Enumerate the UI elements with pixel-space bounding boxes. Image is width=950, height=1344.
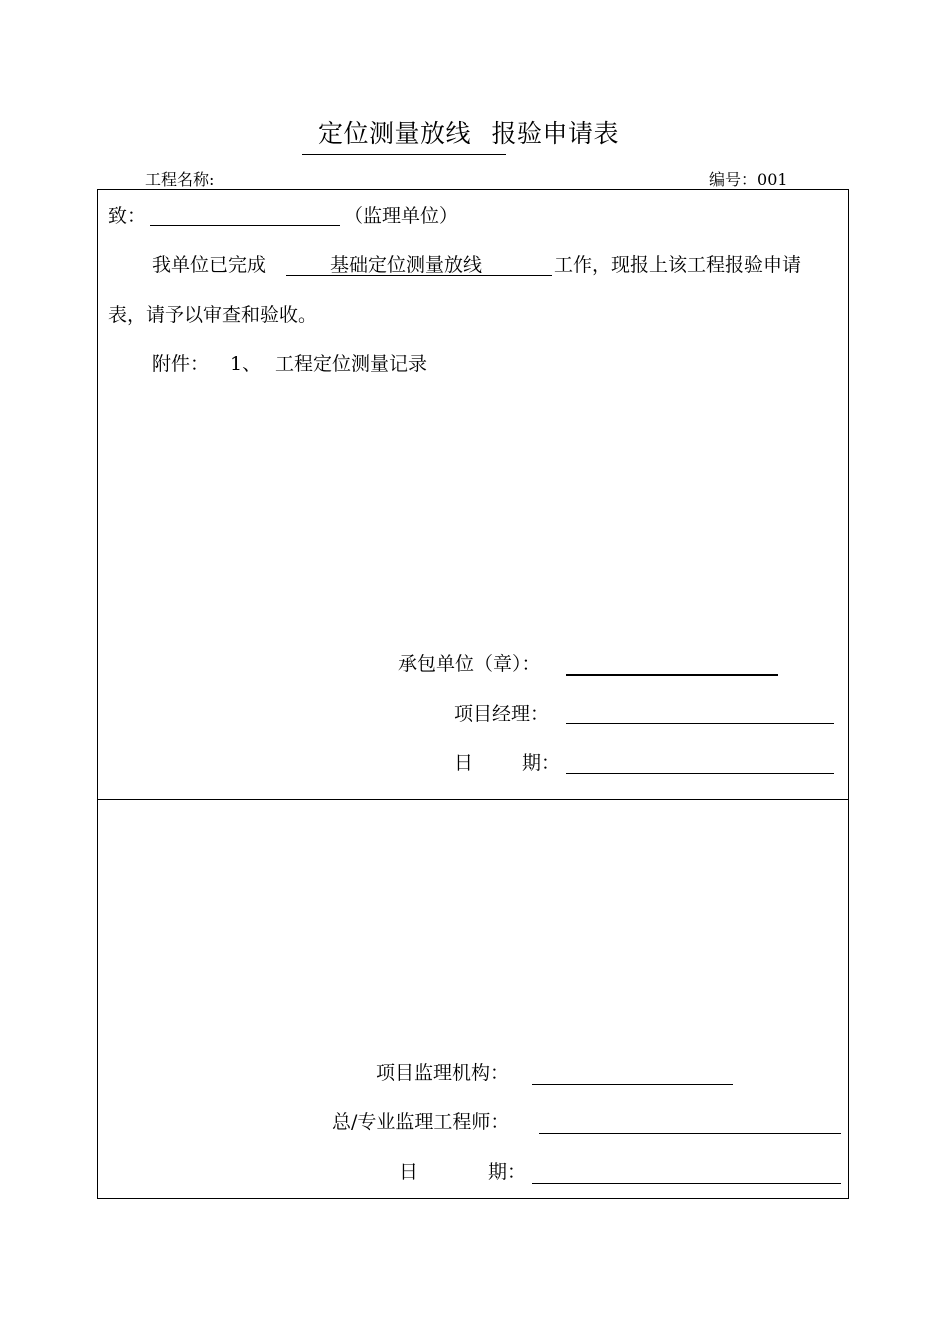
date-field-2[interactable] (532, 1183, 841, 1184)
project-name-label: 工程名称: (145, 170, 215, 189)
form-frame (97, 189, 849, 1199)
completed-suffix: 工作，现报上该工程报验申请 (554, 254, 802, 276)
page-title (318, 114, 619, 150)
to-label: 致： (108, 205, 147, 227)
date-label-1-char1: 日 (454, 752, 474, 774)
section-divider (97, 799, 849, 800)
engineer-signature-field[interactable] (539, 1133, 841, 1134)
completed-work-value: 基础定位测量放线 (330, 254, 483, 276)
number-label: 编号： (709, 170, 758, 189)
contractor-label: 承包单位（章）： (398, 653, 541, 675)
supervision-org-field[interactable] (532, 1084, 733, 1085)
supervisor-unit-label: （监理单位） (344, 205, 459, 227)
number-value: 001 (757, 170, 788, 189)
supervisor-unit-field[interactable] (150, 225, 340, 226)
title-part1: 定位测量放线 (318, 119, 472, 148)
completed-prefix: 我单位已完成 (152, 254, 267, 276)
attachment-label: 附件： (152, 353, 210, 375)
engineer-label: 总/专业监理工程师： (332, 1111, 510, 1133)
date-label-2-char1: 日 (399, 1161, 419, 1183)
form-number (709, 167, 788, 190)
contractor-signature-field[interactable] (566, 674, 778, 676)
completed-work-field[interactable] (286, 275, 552, 276)
title-part2: 报验申请表 (491, 119, 619, 148)
supervision-org-label: 项目监理机构： (376, 1062, 510, 1084)
manager-label: 项目经理： (454, 703, 550, 725)
attachment-item: 工程定位测量记录 (275, 353, 428, 375)
date-label-2-char2: 期： (488, 1161, 527, 1183)
title-underline (302, 154, 506, 155)
attachment-number: 1、 (230, 353, 262, 375)
manager-signature-field[interactable] (566, 723, 834, 724)
date-field-1[interactable] (566, 773, 834, 774)
request-line-2: 表，请予以审查和验收。 (108, 304, 318, 326)
date-label-1-char2: 期： (522, 752, 561, 774)
